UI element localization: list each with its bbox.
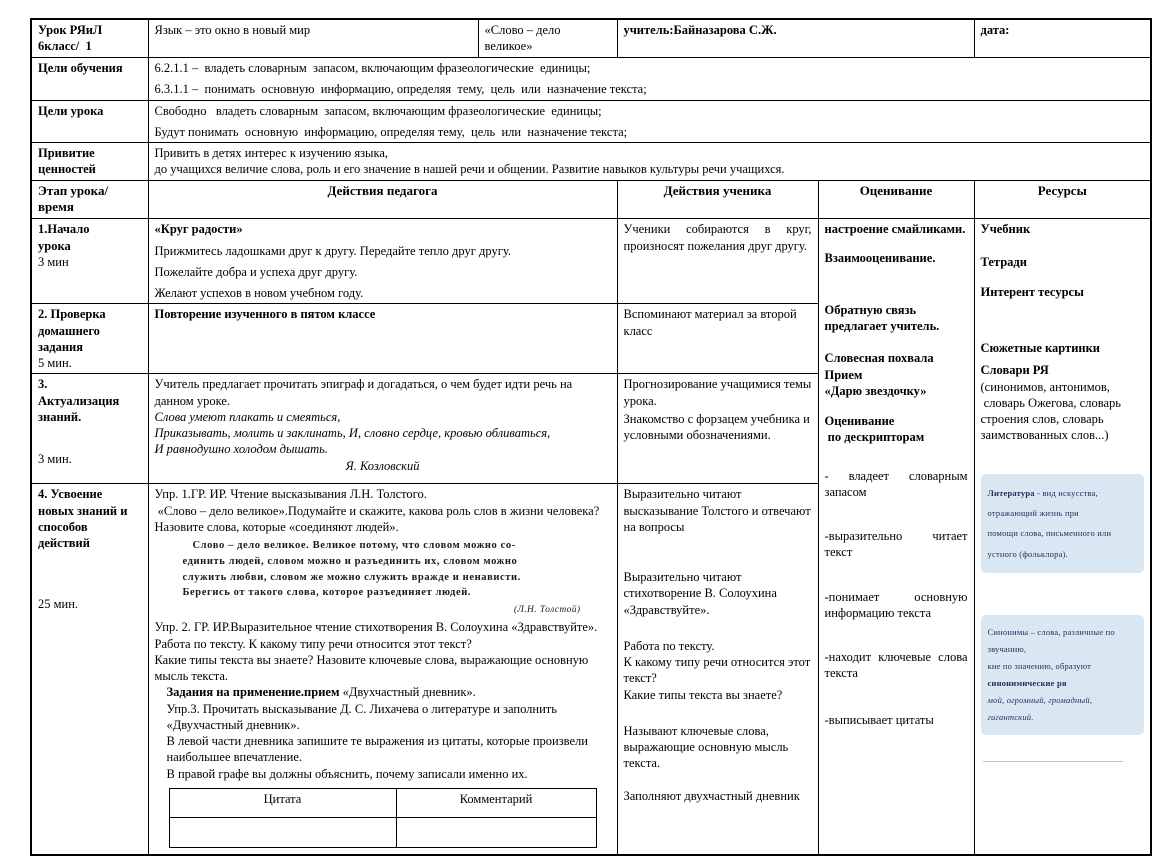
tolstoy-quote-line-3: служить любви, словом же можно служить вражде и ненависти. bbox=[182, 571, 521, 583]
stage3-student-1: Прогнозирование учащимися темы урока. bbox=[623, 377, 812, 408]
synonyms-def-2b: синонимические ря bbox=[987, 678, 1067, 689]
descriptor-1: - владеет словарным запасом bbox=[824, 468, 968, 499]
stage4-student-2: Выразительно читают стихотворение В. Солоухина «Здравствуйте». bbox=[623, 570, 777, 617]
stage4-student-1: Выразительно читают высказывание Толстого и отвечают на вопросы bbox=[623, 487, 811, 534]
learning-goals-label: Цели обучения bbox=[38, 60, 123, 75]
resource-dictionaries-note-2: словарь Ожегова, словарь bbox=[980, 395, 1121, 410]
diary-header-quote: Цитата bbox=[169, 788, 396, 817]
resource-dictionaries-note-4: заимствованных слов...) bbox=[980, 428, 1109, 443]
stage3-student-cell bbox=[617, 374, 818, 484]
tolstoy-quote-author: (Л.Н. Толстой) bbox=[513, 605, 581, 616]
cell-teacher bbox=[617, 19, 974, 57]
stage4-student-4: Называют ключевые слова, выражающие основную мысль текста. bbox=[623, 723, 789, 771]
resource-textbook: Учебник bbox=[980, 222, 1031, 237]
column-header-row bbox=[31, 180, 1151, 219]
assessment-method: Прием bbox=[824, 367, 863, 382]
assessment-feedback: Обратную связь предлагает учитель. bbox=[824, 302, 940, 334]
stage1-teacher-2: Пожелайте добра и успеха друг другу. bbox=[154, 264, 358, 279]
lesson-info-row bbox=[31, 19, 1151, 57]
stage1-name-2: урока bbox=[38, 238, 71, 253]
stage1-name-1: 1.Начало bbox=[38, 222, 90, 237]
lesson-quote: «Слово – дело великое» bbox=[484, 23, 561, 54]
resource-dictionaries-note-1: (синонимов, антонимов, bbox=[980, 379, 1110, 394]
resource-internet: Интерент тесурсы bbox=[980, 284, 1084, 299]
synonyms-examples: мой, огромный, громадный, гигантский. bbox=[987, 695, 1093, 723]
lesson-goals-row bbox=[31, 100, 1151, 143]
assessment-cell bbox=[818, 219, 974, 855]
tolstoy-quote-line-4: Берегись от такого слова, которое разъединяет людей. bbox=[182, 587, 472, 599]
epigraph-line-1: Слова умеют плакать и смеяться, bbox=[154, 409, 341, 424]
epigraph-line-3: И равнодушно холодом дышать. bbox=[154, 442, 328, 457]
stage2-teacher-title: Повторение изученного в пятом классе bbox=[154, 307, 376, 322]
exercise-1: Упр. 1.ГР. ИР. Чтение высказывания Л.Н. Толстого. bbox=[154, 487, 427, 502]
teacher-name: учитель:Байназарова С.Ж. bbox=[623, 23, 777, 37]
diary-instruction-1: В левой части дневника запишите те выражения из цитаты, которые произвели наибольшее впечатление. bbox=[166, 734, 588, 765]
lesson-goal-2: Будут понимать основную информацию, определяя тему, цель или назначение текста; bbox=[154, 124, 628, 139]
tolstoy-quote-line-1: Слово – дело великое. Великое потому, что словом можно со- bbox=[192, 540, 516, 552]
resource-dictionaries: Словари РЯ bbox=[980, 363, 1049, 378]
values-row bbox=[31, 143, 1151, 181]
assessment-star: «Дарю звездочку» bbox=[824, 383, 927, 398]
descriptor-4: -находит ключевые слова текста bbox=[824, 650, 968, 681]
values-label-1: Привитие bbox=[38, 146, 95, 160]
values-line-2: до учащихся величие слова, роль и его значение в нашей речи и общении. Развитие навыков культуры речи учащихся. bbox=[154, 162, 785, 177]
resource-notebooks: Тетради bbox=[980, 254, 1027, 269]
stage1-teacher-cell bbox=[148, 219, 617, 304]
diary-empty-quote-cell bbox=[169, 817, 396, 847]
exercise-1-task: «Слово – дело великое».Подумайте и скажите, какова роль слов в жизни человека? Назовите слова, которые «соединяют людей». bbox=[154, 503, 603, 534]
cell-values-label bbox=[31, 143, 148, 181]
stage4-student-3a: Работа по тексту. bbox=[623, 638, 715, 653]
stage4-time: 25 мин. bbox=[38, 597, 79, 612]
stage1-teacher-1: Прижмитесь ладошками друг к другу. Передайте тепло друг другу. bbox=[154, 243, 511, 258]
stage2-name-1: 2. Проверка bbox=[38, 307, 106, 322]
stage3-time: 3 мин. bbox=[38, 452, 72, 467]
resource-pictures: Сюжетные картинки bbox=[980, 341, 1101, 356]
stage3-teacher-cell bbox=[148, 374, 617, 484]
values-line-1: Привить в детях интерес к изучению языка, bbox=[154, 146, 389, 160]
lesson-topic: Язык – это окно в новый мир bbox=[154, 23, 311, 37]
cell-values bbox=[148, 143, 1151, 181]
stage2-teacher-cell bbox=[148, 304, 617, 374]
exercise-2: Упр. 2. ГР. ИР.Выразительное чтение стихотворения В. Солоухина «Здравствуйте». bbox=[154, 620, 598, 635]
cell-course bbox=[31, 19, 148, 57]
stage4-name-3: способов bbox=[38, 519, 88, 534]
assessment-descriptors-title-1: Оценивание bbox=[824, 414, 895, 429]
date-label: дата: bbox=[980, 23, 1010, 37]
synonyms-def-2: кие по значению, образуют bbox=[987, 661, 1092, 672]
stage4-name-2: новых знаний и bbox=[38, 503, 128, 518]
two-part-diary-table bbox=[169, 788, 597, 848]
cell-learning-goals-label bbox=[31, 57, 148, 100]
stage4-student-cell bbox=[617, 484, 818, 855]
literature-def-2: помощи слова, письменного или устного (фольклора). bbox=[987, 528, 1112, 559]
stage4-teacher-cell bbox=[148, 484, 617, 855]
header-stage-line2: время bbox=[38, 199, 74, 215]
descriptor-3: -понимает основную информацию текста bbox=[824, 589, 968, 620]
synonyms-def-1: Синонимы – слова, различные по звучанию, bbox=[987, 627, 1115, 655]
stage1-teacher-title: «Круг радости» bbox=[154, 222, 243, 237]
cell-topic bbox=[148, 19, 478, 57]
stage1-student-1: Ученики собираются в круг, произносят пожелания друг другу. bbox=[623, 222, 812, 253]
epigraph-line-2: Приказывать, молить и заклинать, И, словно сердце, кровью обливаться, bbox=[154, 426, 551, 441]
synonyms-definition-snippet bbox=[981, 615, 1145, 735]
cell-lesson-goals-label bbox=[31, 100, 148, 143]
tolstoy-quote-scan bbox=[183, 538, 595, 617]
cell-learning-goals bbox=[148, 57, 1151, 100]
assessment-praise: Словесная похвала bbox=[824, 351, 934, 366]
descriptor-2: -выразительно читает текст bbox=[824, 529, 968, 560]
learning-goal-1: 6.2.1.1 – владеть словарным запасом, включающим фразеологические единицы; bbox=[154, 60, 591, 75]
resources-cell bbox=[974, 219, 1151, 855]
lesson-goal-1: Свободно владеть словарным запасом, включающим фразеологические единицы; bbox=[154, 103, 602, 118]
literature-definition-snippet bbox=[981, 474, 1145, 574]
stage3-name-2: Актуализация bbox=[38, 393, 120, 408]
descriptor-5: -выписывает цитаты bbox=[824, 712, 934, 727]
header-stage bbox=[31, 180, 148, 219]
header-teacher-actions: Действия педагога bbox=[148, 180, 617, 219]
exercise-2-task-1: Работа по тексту. К какому типу речи относится этот текст? bbox=[154, 636, 472, 651]
stage1-row bbox=[31, 219, 1151, 304]
stage2-name-3: задания bbox=[38, 339, 84, 354]
resource-dictionaries-note-3: строения слов, словарь bbox=[980, 412, 1104, 427]
assessment-smileys: настроение смайликами. bbox=[824, 222, 966, 237]
stage1-name-cell bbox=[31, 219, 148, 304]
learning-goal-2: 6.3.1.1 – понимать основную информацию, определяя тему, цель или назначение текста; bbox=[154, 81, 647, 96]
header-assessment: Оценивание bbox=[818, 180, 974, 219]
stage2-student-1: Вспоминают материал за второй класс bbox=[623, 307, 797, 338]
assessment-descriptors-title-2: по дескрипторам bbox=[824, 430, 925, 445]
diary-empty-comment-cell bbox=[396, 817, 596, 847]
assessment-peer: Взаимооценивание. bbox=[824, 250, 936, 265]
values-label-2: ценностей bbox=[38, 162, 96, 177]
snippet-divider bbox=[983, 761, 1123, 762]
stage4-student-5: Заполняют двухчастный дневник bbox=[623, 788, 800, 803]
diary-header-comment: Комментарий bbox=[396, 788, 596, 817]
cell-lesson-goals bbox=[148, 100, 1151, 143]
stage3-student-2: Знакомство с форзацем учебника и условными обозначениями. bbox=[623, 411, 810, 443]
stage2-time: 5 мин. bbox=[38, 356, 72, 371]
application-tasks-method: «Двухчастный дневник». bbox=[339, 685, 476, 700]
cell-date bbox=[974, 19, 1151, 57]
stage4-name-1: 4. Усвоение bbox=[38, 487, 103, 502]
header-stage-line1: Этап урока/ bbox=[38, 182, 109, 198]
stage1-student-cell bbox=[617, 219, 818, 304]
epigraph-author: Я. Козловский bbox=[345, 458, 420, 473]
stage4-student-3c: Какие типы текста вы знаете? bbox=[623, 687, 783, 702]
stage4-name-cell bbox=[31, 484, 148, 855]
diary-instruction-2: В правой графе вы должны объяснить, почему записали именно их. bbox=[166, 766, 528, 781]
literature-term: Литература bbox=[987, 487, 1035, 498]
stage3-intro: Учитель предлагает прочитать эпиграф и догадаться, о чем будет идти речь на данном уроке. bbox=[154, 377, 573, 408]
cell-lesson-quote bbox=[478, 19, 617, 57]
lesson-goals-label: Цели урока bbox=[38, 103, 104, 118]
tolstoy-quote-line-2: единить людей, словом можно и разъединить их, словом можно bbox=[182, 555, 518, 567]
exercise-2-task-2: Какие типы текста вы знаете? Назовите ключевые слова, выражающие основную мысль текста. bbox=[154, 652, 589, 684]
class-number: 6класс/ 1 bbox=[38, 39, 92, 54]
stage3-name-3: знаний. bbox=[38, 409, 82, 424]
header-student-actions: Действия ученика bbox=[617, 180, 818, 219]
stage2-name-2: домашнего bbox=[38, 323, 100, 338]
stage2-student-cell bbox=[617, 304, 818, 374]
stage1-time: 3 мин bbox=[38, 254, 69, 269]
literature-def-1: - вид искусства, отражающий жизнь при bbox=[987, 487, 1098, 518]
stage3-name-1: 3. bbox=[38, 377, 48, 392]
stage4-student-3b: К какому типу речи относится этот текст? bbox=[623, 655, 811, 686]
lesson-plan-table bbox=[30, 18, 1152, 856]
header-resources: Ресурсы bbox=[974, 180, 1151, 219]
course-name: Урок РЯиЛ bbox=[38, 23, 103, 37]
stage2-name-cell bbox=[31, 304, 148, 374]
learning-goals-row bbox=[31, 57, 1151, 100]
exercise-3: Упр.3. Прочитать высказывание Д. С. Лихачева о литературе и заполнить «Двухчастный дневник». bbox=[166, 701, 557, 732]
stage4-name-4: действий bbox=[38, 536, 90, 551]
application-tasks-title: Задания на применение.прием bbox=[166, 685, 340, 700]
stage1-teacher-3: Желают успехов в новом учебном году. bbox=[154, 286, 364, 301]
stage3-name-cell bbox=[31, 374, 148, 484]
